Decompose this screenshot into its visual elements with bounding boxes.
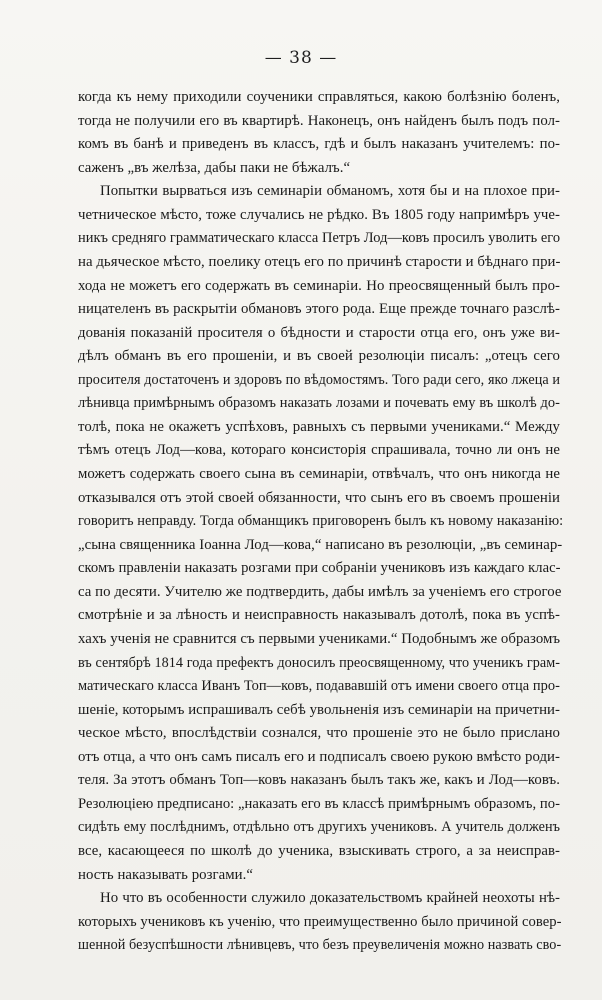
text-line: ницателенъ въ раскрытіи обмановъ этого рода. Еще прежде точнаго разслѣ- [78, 301, 560, 318]
text-line: отъ отца, а что онъ самъ писалъ его и подписалъ своею рукою вмѣсто роди- [78, 748, 560, 765]
text-line: говоритъ неправду. Тогда обманщикъ приговоренъ былъ къ новому наказанію: [78, 513, 564, 530]
text-line: четническое мѣсто, тоже случались не рѣдко. Въ 1805 году напримѣръ уче- [78, 206, 560, 223]
text-line: отказывался отъ этой своей обязанности, что сынъ его въ своемъ прошеніи [78, 489, 560, 506]
text-line: Попытки вырваться изъ семинаріи обманомъ, хотя бы и на плохое при- [100, 183, 560, 200]
text-line: толѣ, пока не окажетъ успѣховъ, равныхъ съ первыми учениками.“ Между [78, 418, 560, 435]
body-text [78, 86, 564, 958]
text-line: просителя достаточенъ и здоровъ по вѣдомостямъ. Того ради сего, яко лжеца и [78, 371, 560, 388]
text-line: ность наказывать розгами.“ [78, 866, 253, 883]
text-line: все, касающееся по школѣ до ученика, взыскивать строго, а за неисправ- [78, 843, 560, 859]
text-line: можетъ содержать своего сына въ семинаріи, отвѣчалъ, что онъ никогда не [78, 466, 560, 482]
text-line: тогда не получили его въ квартирѣ. Наконецъ, онъ найденъ былъ подъ пол- [78, 112, 560, 129]
text-line: теля. За этотъ обманъ Топ—ковъ наказанъ былъ такъ же, какъ и Лод—ковъ. [78, 772, 560, 789]
text-line: никъ средняго грамматическаго класса Петръ Лод—ковъ просилъ уволить его [78, 230, 561, 247]
text-line: дѣлъ обманъ въ его прошеніи, и въ своей резолюціи писалъ: „отецъ сего [78, 348, 560, 365]
text-line: шенной безуспѣшности лѣнивцевъ, что безъ преувеличенія можно назвать сво- [78, 937, 562, 954]
text-line: хахъ ученія не сравнится съ первыми учениками.“ Подобнымъ же образомъ [78, 630, 561, 647]
text-line: скомъ правленіи наказать розгами при собраніи учениковъ изъ каждаго клас- [78, 560, 561, 577]
text-line: са по десяти. Учителю же подтвердить, дабы имѣлъ за ученіемъ его строгое [78, 583, 562, 600]
text-line: саженъ „въ желѣза, дабы паки не бѣжалъ.“ [78, 159, 351, 176]
text-line: Резолюціею предписано: „наказать его въ классѣ примѣрнымъ образомъ, по- [78, 795, 560, 812]
text-line: когда къ нему приходили соученики справляться, какою болѣзнію боленъ, [78, 89, 560, 105]
text-line: ческое мѣсто, впослѣдствіи сознался, что прошеніе это не было прислано [78, 725, 560, 742]
page-number: — 38 — [264, 48, 338, 68]
text-line: сидѣть ему послѣднимъ, отдѣльно отъ другихъ учениковъ. А учитель долженъ [78, 819, 560, 836]
text-line: которыхъ учениковъ къ ученію, что преимущественно было причиной совер- [78, 913, 562, 930]
text-line: дованія показаній просителя о бѣдности и старости отца его, онъ уже ви- [78, 324, 560, 341]
text-line: комъ въ банѣ и приведенъ въ классъ, гдѣ и былъ наказанъ учителемъ: по- [78, 136, 560, 153]
text-line: смотрѣніе и за лѣность и неисправность наказывалъ дотолѣ, пока въ успѣ- [78, 607, 560, 624]
text-line: на дьяческое мѣсто, поелику отецъ его по причинѣ старости и бѣднаго при- [78, 253, 561, 270]
text-line: лѣнивца примѣрнымъ образомъ наказать лозами и почевать ему въ школѣ до- [78, 395, 560, 412]
text-line: Но что въ особенности служило доказательствомъ крайней неохоты нѣ- [100, 890, 560, 907]
text-line: хода не можетъ его содержать въ семинаріи. Но преосвященный былъ про- [78, 277, 560, 294]
text-line: „сына священника Іоанна Лод—кова,“ написано въ резолюціи, „въ семинар- [78, 536, 563, 553]
text-line: въ сентябрѣ 1814 года префектъ доносилъ преосвященному, что ученикъ грам- [78, 654, 560, 671]
text-line: шеніе, которымъ испрашивалъ себѣ увольненія изъ семинаріи на причетни- [78, 701, 560, 718]
text-line: матическаго класса Иванъ Топ—ковъ, подававшій отъ имени своего отца про- [78, 678, 560, 695]
text-line: тѣмъ отецъ Лод—кова, котораго консисторія спрашивала, точно ли онъ не [78, 442, 560, 459]
